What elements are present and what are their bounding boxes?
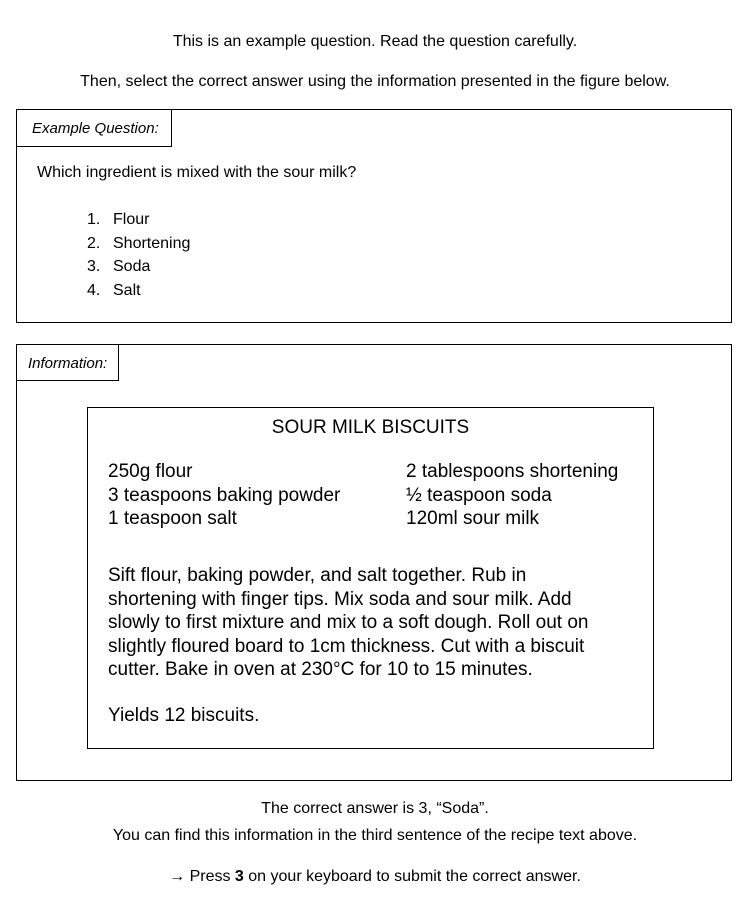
recipe-card: [87, 407, 654, 749]
option-number: 2.: [87, 234, 101, 252]
information-box: [16, 344, 732, 781]
method-line: shortening with finger tips. Mix soda and sour milk. Add: [108, 588, 572, 610]
ingredient: 120ml sour milk: [406, 508, 540, 529]
option-label: Flour: [113, 211, 150, 228]
press-prefix: Press: [189, 868, 231, 885]
option-label: Shortening: [113, 234, 191, 252]
question-text: Which ingredient is mixed with the sour milk?: [37, 164, 357, 181]
option-1: [87, 210, 190, 234]
intro-line-1: This is an example question. Read the question carefully.: [172, 33, 578, 50]
ingredient: 3 teaspoons baking powder: [108, 484, 341, 506]
information-box-label: Information:: [16, 344, 119, 381]
answer-key: 3: [234, 868, 244, 885]
method-line: slightly floured board to 1cm thickness. Cut with a biscuit: [108, 635, 585, 657]
method-line: slowly to first mixture and mix to a soft dough. Roll out on: [108, 612, 589, 634]
ingredient: 250g flour: [108, 461, 193, 482]
recipe-title: SOUR MILK BISCUITS: [271, 417, 470, 438]
method-line: Sift flour, baking powder, and salt together. Rub in: [108, 565, 527, 586]
ingredient: 2 tablespoons shortening: [406, 461, 619, 482]
option-label: Salt: [113, 281, 141, 299]
option-number: 3.: [87, 258, 101, 275]
question-box: [16, 109, 732, 323]
option-number: 4.: [87, 281, 101, 299]
recipe-yield: Yields 12 biscuits.: [108, 705, 260, 726]
option-2: [87, 234, 190, 258]
question-box-label: Example Question:: [16, 109, 172, 147]
answer-options: [87, 210, 190, 304]
ingredient: ½ teaspoon soda: [406, 484, 552, 506]
answer-line-2: You can find this information in the third sentence of the recipe text above.: [112, 827, 638, 844]
ingredients-right: [406, 460, 618, 531]
intro-line-2: Then, select the correct answer using the information presented in the figure below.: [80, 73, 670, 90]
method-line: cutter. Bake in oven at 230°C for 10 to 15 minutes.: [108, 659, 533, 681]
press-suffix: on your keyboard to submit the correct answer.: [248, 868, 581, 885]
answer-line-1: The correct answer is 3, “Soda”.: [261, 800, 489, 817]
option-3: [87, 257, 190, 281]
option-label: Soda: [113, 258, 151, 275]
option-4: [87, 281, 190, 305]
arrow-right-icon: →: [169, 868, 186, 885]
ingredients-left: [108, 460, 340, 531]
recipe-method: [108, 564, 638, 682]
option-number: 1.: [87, 211, 101, 228]
submit-instruction: [0, 868, 750, 886]
ingredient: 1 teaspoon salt: [108, 508, 237, 529]
